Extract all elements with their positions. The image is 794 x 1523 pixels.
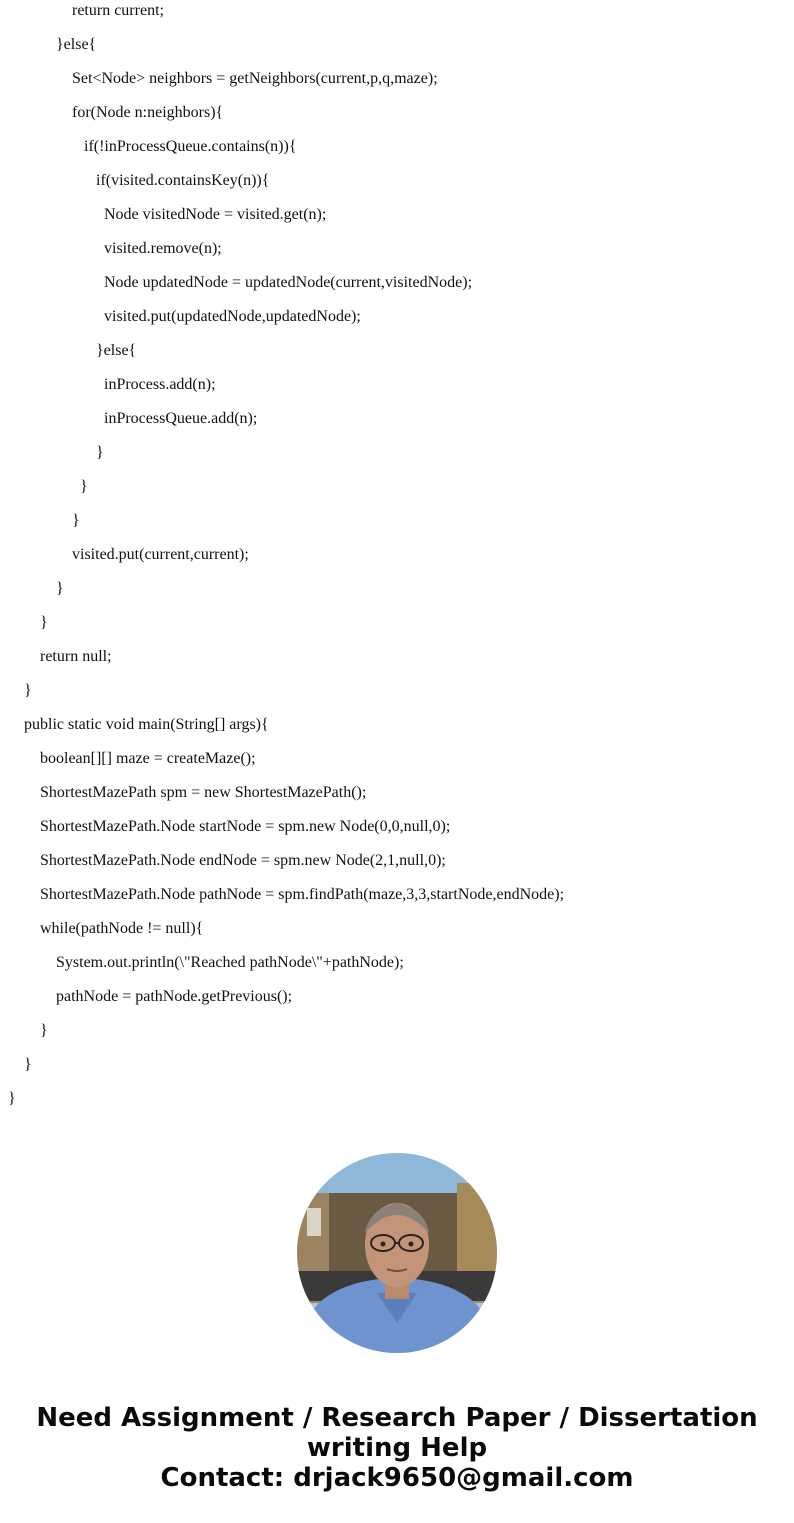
code-line: } — [40, 614, 48, 631]
contact-banner — [0, 1403, 794, 1493]
code-line: System.out.println(\"Reached pathNode\"+pathNode); — [56, 954, 404, 971]
code-line: } — [24, 1056, 32, 1073]
code-line: }else{ — [96, 342, 137, 359]
code-line: ShortestMazePath.Node startNode = spm.new Node(0,0,null,0); — [40, 818, 451, 835]
code-line: inProcessQueue.add(n); — [104, 410, 258, 427]
footer-line-2: writing Help — [306, 1433, 488, 1463]
code-line: ShortestMazePath spm = new ShortestMazePath(); — [40, 784, 367, 801]
code-line: if(visited.containsKey(n)){ — [96, 172, 270, 189]
code-line: }else{ — [56, 36, 97, 53]
code-line: Set<Node> neighbors = getNeighbors(current,p,q,maze); — [72, 70, 438, 87]
code-line: visited.put(updatedNode,updatedNode); — [104, 308, 361, 325]
code-line: while(pathNode != null){ — [40, 920, 204, 937]
code-line: boolean[][] maze = createMaze(); — [40, 750, 256, 767]
code-line: ShortestMazePath.Node pathNode = spm.findPath(maze,3,3,startNode,endNode); — [40, 886, 565, 903]
code-line: Node visitedNode = visited.get(n); — [104, 206, 327, 223]
code-line: ShortestMazePath.Node endNode = spm.new Node(2,1,null,0); — [40, 852, 446, 869]
code-line: Node updatedNode = updatedNode(current,visitedNode); — [104, 274, 473, 291]
code-line: inProcess.add(n); — [104, 376, 216, 393]
code-line: } — [56, 580, 64, 597]
contact-email: Contact: drjack9650@gmail.com — [160, 1463, 634, 1493]
code-line: for(Node n:neighbors){ — [72, 104, 224, 121]
code-line: visited.remove(n); — [104, 240, 222, 257]
footer-line-1: Need Assignment / Research Paper / Dissertation — [36, 1403, 758, 1433]
code-line: } — [80, 478, 88, 495]
code-line: visited.put(current,current); — [72, 546, 249, 563]
author-photo — [297, 1153, 497, 1353]
code-line: public static void main(String[] args){ — [24, 716, 269, 733]
code-line: return current; — [72, 2, 164, 19]
code-line: } — [72, 512, 80, 529]
code-line: } — [8, 1090, 16, 1107]
code-line: if(!inProcessQueue.contains(n)){ — [84, 138, 297, 155]
code-line: return null; — [40, 648, 112, 665]
code-line: } — [96, 444, 104, 461]
code-line: } — [40, 1022, 48, 1039]
code-line: pathNode = pathNode.getPrevious(); — [56, 988, 293, 1005]
code-line: } — [24, 682, 32, 699]
